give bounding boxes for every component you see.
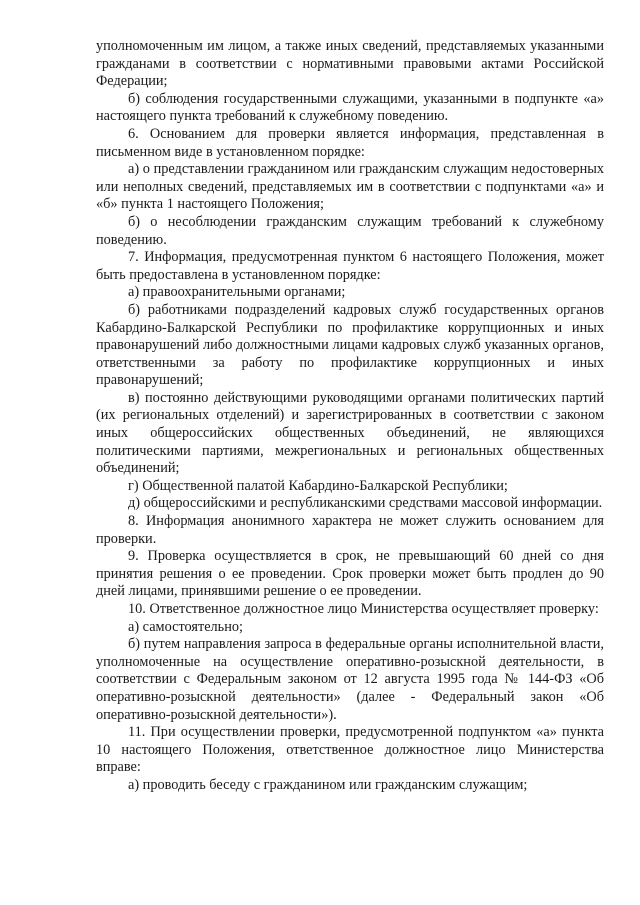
- paragraph-9: в) постоянно действующими руководящими органами политических партий (их региональных отделений) и зарегистрированных в соответствии с законом иных общероссийских общественных объединений, не являющихся политическими партиями, межрегиональных и региональных общественных объединений;: [96, 389, 604, 477]
- paragraph-1: уполномоченным им лицом, а также иных сведений, представляемых указанными гражданами в соответствии с нормативными правовыми актами Российской Федерации;: [96, 38, 604, 90]
- paragraph-18: а) проводить беседу с гражданином или гражданским служащим;: [128, 776, 528, 793]
- paragraph-13: 9. Проверка осуществляется в срок, не превышающий 60 дней со дня принятия решения о ее проведении. Срок проверки может быть продлен до 90 дней лицами, принявшими решение о ее проведении.: [96, 548, 604, 600]
- paragraph-10: г) Общественной палатой Кабардино-Балкарской Республики;: [128, 477, 508, 494]
- paragraph-3: 6. Основанием для проверки является информация, представленная в письменном виде в установленном порядке:: [96, 125, 604, 160]
- paragraph-2: б) соблюдения государственными служащими, указанными в подпункте «а» настоящего пункта требований к служебному поведению.: [96, 90, 604, 125]
- document-page: [96, 38, 604, 795]
- paragraph-17: 11. При осуществлении проверки, предусмотренной подпунктом «а» пункта 10 настоящего Положения, ответственное должностное лицо Министерства вправе:: [96, 724, 604, 776]
- paragraph-4: а) о представлении гражданином или гражданским служащим недостоверных или неполных сведений, представляемых им в соответствии с подпунктами «а» и «б» пункта 1 настоящего Положения;: [96, 161, 604, 213]
- paragraph-8: б) работниками подразделений кадровых служб государственных органов Кабардино-Балкарской Республики по профилактике коррупционных и иных правонарушений либо должностными лицами кадровых служб указанных органов, ответственными за работу по профилактике коррупционных и иных правонарушений;: [96, 301, 604, 389]
- paragraph-7: а) правоохранительными органами;: [128, 284, 346, 301]
- paragraph-12: 8. Информация анонимного характера не может служить основанием для проверки.: [96, 513, 604, 547]
- paragraph-11: д) общероссийскими и республиканскими средствами массовой информации.: [128, 495, 603, 512]
- paragraph-6: 7. Информация, предусмотренная пунктом 6 настоящего Положения, может быть предоставлена в установленном порядке:: [96, 249, 604, 283]
- paragraph-15: а) самостоятельно;: [128, 618, 243, 635]
- paragraph-16: б) путем направления запроса в федеральные органы исполнительной власти, уполномоченные на осуществление оперативно-розыскной деятельности, в соответствии с Федеральным законом от 12 августа 1995 года № 144-ФЗ «Об оперативно-розыскной деятельности» (далее - Федеральный закон «Об оперативно-розыскной деятельности»).: [96, 636, 604, 723]
- paragraph-5: б) о несоблюдении гражданским служащим требований к служебному поведению.: [96, 213, 604, 248]
- paragraph-14: 10. Ответственное должностное лицо Министерства осуществляет проверку:: [128, 601, 599, 617]
